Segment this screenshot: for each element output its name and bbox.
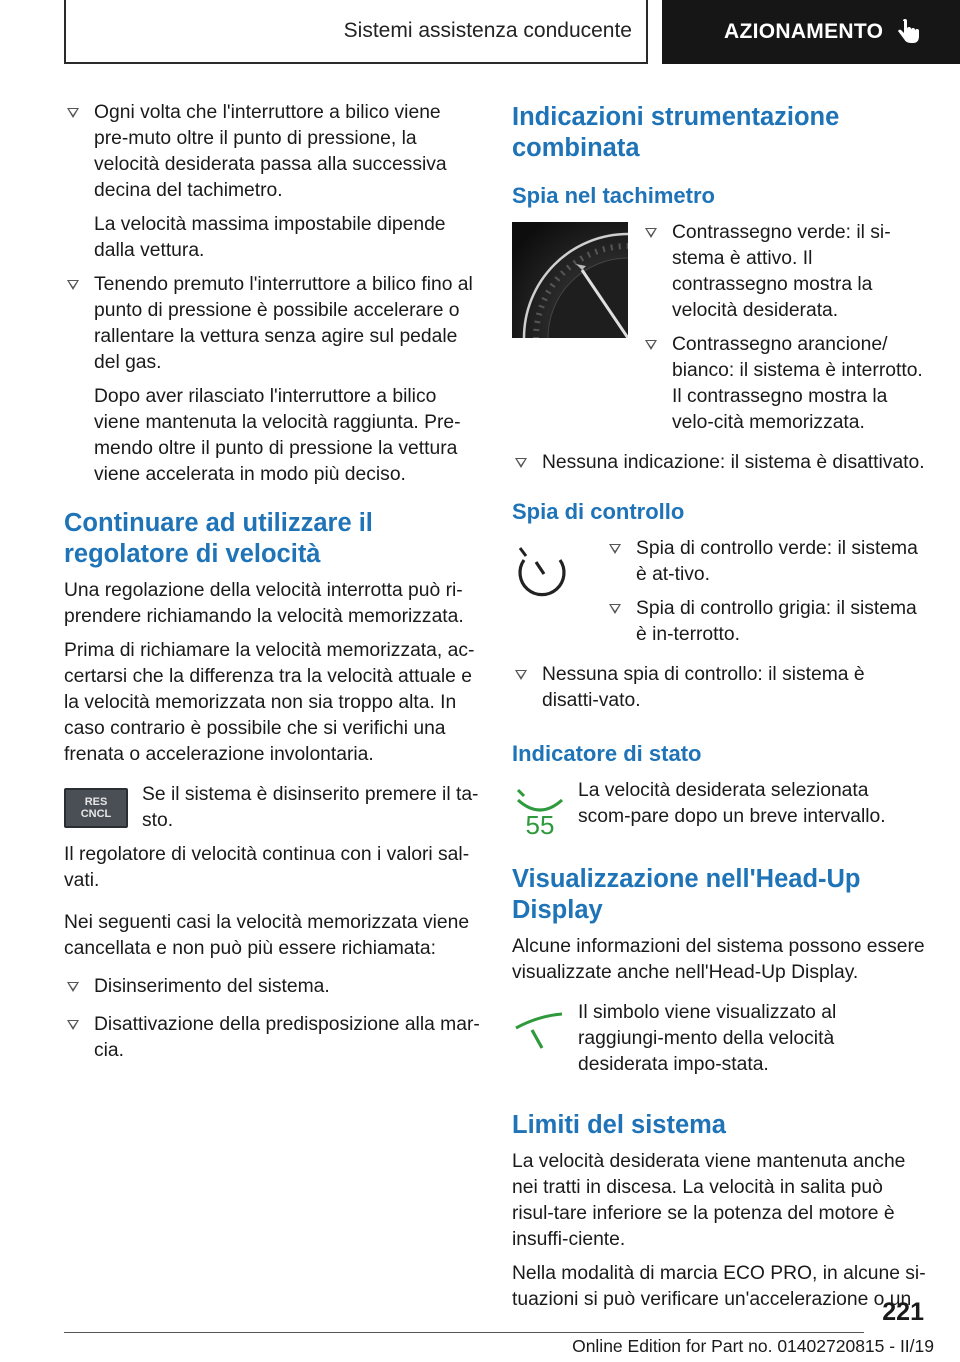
triangle-bullet-icon: [67, 108, 79, 118]
status-indicator-icon: [512, 780, 568, 840]
bullet-item: [64, 272, 480, 488]
triangle-bullet-icon: [67, 982, 79, 992]
pointing-hand-icon: [897, 19, 919, 45]
cruise-control-light-icon: [512, 542, 572, 602]
bullet-text: Disattivazione della predisposizione alla mar-cia.: [94, 1014, 480, 1061]
res-cncl-button-icon: RES CNCL: [64, 788, 128, 828]
footer-edition: Online Edition for Part no. 01402720815 - II/19: [572, 1336, 934, 1356]
triangle-bullet-icon: [609, 604, 621, 614]
bullet-text: Dopo aver rilasciato l'interruttore a bilico viene mantenuta la velocità raggiunta. Pre-mendo oltre il punto di pressione la vettura viene accelerata in modo più deciso.: [94, 386, 461, 485]
bullet-text: Contrassegno verde: il si-stema è attivo. Il contrassegno mostra la velocità desiderata.: [672, 222, 891, 321]
bullet-text: Nessuna spia di controllo: il sistema è disatti-vato.: [542, 664, 865, 711]
bullet-item: [64, 974, 480, 1000]
bullet-item: [512, 662, 926, 714]
header-section-title: Sistemi assistenza conducente: [343, 19, 632, 42]
header-chapter-title: AZIONAMENTO: [724, 20, 884, 43]
triangle-bullet-icon: [515, 458, 527, 468]
paragraph: Prima di richiamare la velocità memorizzata, ac-certarsi che la differenza tra la velocità attuale e la velocità memorizzata non sia troppo alta. In caso contrario è possibile che si verifichi una frenata o accelerazione involontaria.: [64, 640, 475, 765]
bullet-text: Tenendo premuto l'interruttore a bilico fino al punto di pressione è possibile accelerare o rallentare la vettura senza agire sul pedale del gas.: [94, 274, 473, 373]
svg-text:55: 55: [525, 810, 555, 840]
right-column: [512, 100, 926, 1321]
triangle-bullet-icon: [645, 340, 657, 350]
heading-speedo: Spia nel tachimetro: [512, 183, 715, 208]
bullet-item: [642, 220, 926, 324]
hud-symbol-icon: [512, 1006, 568, 1062]
bullet-text: Ogni volta che l'interruttore a bilico viene pre-muto oltre il punto di pressione, la velocità desiderata passa alla successiva decina del tachimetro.: [94, 102, 447, 201]
control-light-section: [512, 536, 926, 656]
paragraph: La velocità desiderata selezionata scom-pare dopo un breve intervallo.: [578, 780, 886, 827]
bullet-text: Nessuna indicazione: il sistema è disattivato.: [542, 452, 925, 473]
left-column: [64, 100, 480, 1072]
triangle-bullet-icon: [515, 670, 527, 680]
paragraph: Il regolatore di velocità continua con i valori sal-vati.: [64, 844, 470, 891]
paragraph: Nella modalità di marcia ECO PRO, in alcune si-tuazioni si può verificare un'accelerazione o un: [512, 1263, 926, 1310]
bullet-item: [64, 100, 480, 264]
speedometer-section: [512, 220, 926, 444]
heading-indications: Indicazioni strumentazione combinata: [512, 103, 840, 162]
bullet-item: [606, 536, 926, 588]
header-chapter: [662, 0, 960, 64]
triangle-bullet-icon: [609, 544, 621, 554]
heading-limits: Limiti del sistema: [512, 1111, 726, 1139]
header-section: [64, 0, 648, 64]
bullet-item: [606, 596, 926, 648]
bullet-text: Spia di controllo grigia: il sistema è in-terrotto.: [636, 598, 917, 645]
res-button-note: [64, 782, 480, 842]
hud-symbol-section: [512, 1000, 926, 1086]
paragraph: Il simbolo viene visualizzato al raggiungi-mento della velocità desiderata impo-stata.: [578, 1002, 837, 1075]
bullet-item: [512, 450, 926, 476]
heading-status: Indicatore di stato: [512, 741, 702, 766]
heading-continue: Continuare ad utilizzare il regolatore di velocità: [64, 509, 373, 568]
bullet-text: Spia di controllo verde: il sistema è at-tivo.: [636, 538, 918, 585]
triangle-bullet-icon: [67, 1020, 79, 1030]
triangle-bullet-icon: [645, 228, 657, 238]
bullet-text: La velocità massima impostabile dipende dalla vettura.: [94, 214, 446, 261]
paragraph: Alcune informazioni del sistema possono essere visualizzate anche nell'Head-Up Display.: [512, 936, 925, 983]
footer-divider: [64, 1332, 864, 1333]
heading-control: Spia di controllo: [512, 499, 685, 524]
page-number: 221: [882, 1298, 924, 1326]
bullet-item: [64, 1012, 480, 1064]
speedometer-image: [512, 222, 628, 338]
paragraph: Una regolazione della velocità interrotta può ri-prendere richiamando la velocità memorizzata.: [64, 580, 464, 627]
paragraph: La velocità desiderata viene mantenuta anche nei tratti in discesa. La velocità in salita può risul-tare inferiore se la potenza del motore è insuffi-ciente.: [512, 1151, 906, 1250]
status-indicator-section: [512, 778, 926, 840]
heading-hud: Visualizzazione nell'Head-Up Display: [512, 865, 861, 924]
bullet-text: Contrassegno arancione/ bianco: il sistema è interrotto. Il contrassegno mostra la velo-cità memorizzata.: [672, 334, 923, 433]
bullet-text: Disinserimento del sistema.: [94, 976, 330, 997]
paragraph: Se il sistema è disinserito premere il ta-sto.: [142, 784, 479, 831]
paragraph: Nei seguenti casi la velocità memorizzata viene cancellata e non può più essere richiamata:: [64, 912, 470, 959]
bullet-item: [642, 332, 926, 436]
triangle-bullet-icon: [67, 280, 79, 290]
